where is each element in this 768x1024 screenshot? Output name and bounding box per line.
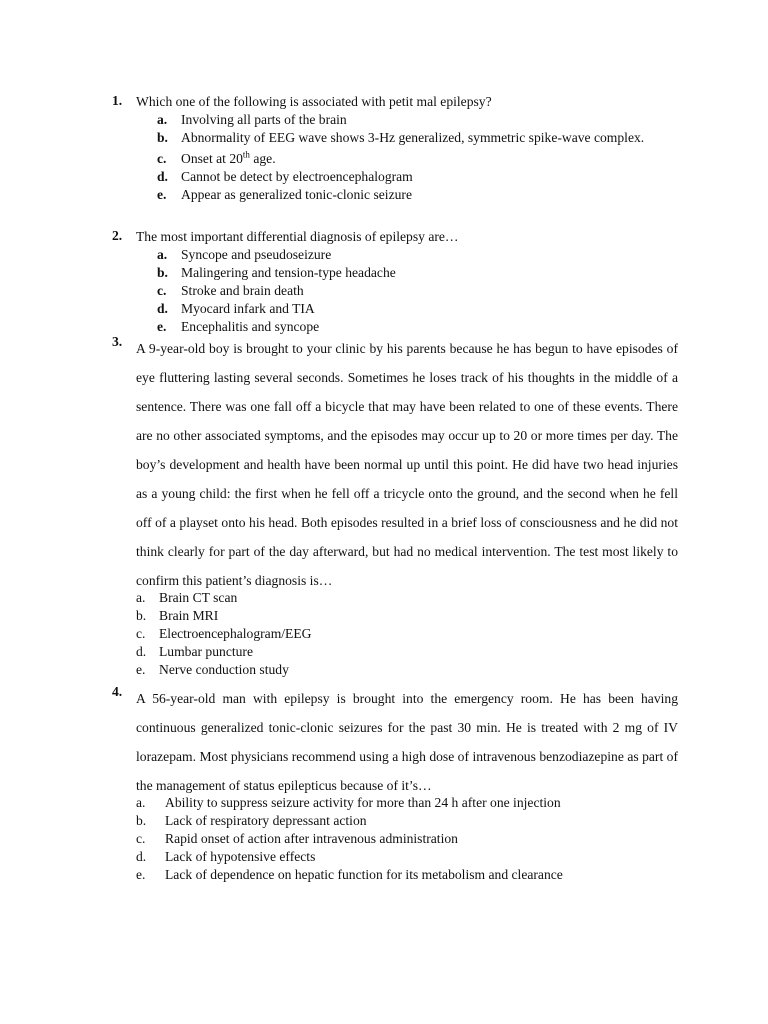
option-list [157,111,678,204]
option-text: Brain MRI [159,608,219,623]
question-number: 3. [112,334,123,349]
option-letter: a. [136,590,146,605]
option-c[interactable] [136,830,678,848]
option-d[interactable] [136,848,678,866]
option-letter: c. [157,283,167,298]
option-list [157,246,678,336]
option-text: Cannot be detect by electroencephalogram [181,169,413,184]
option-text: Abnormality of EEG wave shows 3-Hz generalized, symmetric spike-wave complex. [181,130,645,145]
option-letter: c. [136,626,146,641]
question-text: Which one of the following is associated with petit mal epilepsy? [136,94,492,109]
question-text: A 9-year-old boy is brought to your clinic by his parents because he has begun to have episodes of eye fluttering lasting several seconds. Sometimes he loses track of his thoughts in the middle of a sentence. There was one fall off a bicycle that may have been related to one of these events. There are no other associated symptoms, and the episodes may occur up to 20 or more times per day. The boy’s development and health have been normal up until this point. He did have two head injuries as a young child: the first when he fell off a tricycle onto the ground, and the second when he fell off of a playset onto his head. Both episodes resulted in a brief loss of consciousness and he did not think clearly for part of the day afterward, but had no medical intervention. The test most likely to confirm this patient’s diagnosis is… [136,341,678,588]
option-text: Brain CT scan [159,590,238,605]
question-number: 1. [112,93,123,108]
option-letter: a. [157,112,168,127]
option-letter: e. [136,867,146,882]
option-letter: e. [157,187,167,202]
option-text: Lumbar puncture [159,644,253,659]
option-text: Lack of respiratory depressant action [165,813,367,828]
option-a[interactable] [136,794,678,812]
option-list [136,589,678,679]
option-text: Encephalitis and syncope [181,319,320,334]
question-text: A 56-year-old man with epilepsy is brought into the emergency room. He has been having continuous generalized tonic-clonic seizures for the past 30 min. He is treated with 2 mg of IV lorazepam. Most physicians recommend using a high dose of intravenous benzodiazepine as part of the management of status epilepticus because of it’s… [136,691,678,793]
option-letter: b. [157,130,168,145]
question-1 [112,93,678,204]
option-text [181,150,678,168]
option-e[interactable] [157,186,678,204]
option-c[interactable] [157,282,678,300]
option-d[interactable] [157,168,678,186]
option-text: Appear as generalized tonic-clonic seizure [181,187,412,202]
option-text-suffix: age. [249,151,276,166]
option-letter: d. [157,169,168,184]
option-text: Ability to suppress seizure activity for more than 24 h after one injection [165,795,561,810]
option-c[interactable] [157,150,678,168]
question-text: The most important differential diagnosis of epilepsy are… [136,229,459,244]
question-number: 4. [112,684,123,699]
option-e[interactable] [136,661,678,679]
option-text: Lack of dependence on hepatic function for its metabolism and clearance [165,867,563,882]
option-letter: e. [157,319,167,334]
option-text: Electroencephalogram/EEG [159,626,312,641]
option-text: Myocard infark and TIA [181,301,315,316]
question-number: 2. [112,228,123,243]
option-letter: d. [136,644,147,659]
option-text: Stroke and brain death [181,283,304,298]
option-letter: c. [157,151,167,166]
option-d[interactable] [157,300,678,318]
question-3 [112,334,678,679]
question-4 [112,684,678,884]
question-2 [112,228,678,336]
option-a[interactable] [136,589,678,607]
option-letter: a. [157,247,168,262]
option-text: Involving all parts of the brain [181,112,347,127]
option-text: Rapid onset of action after intravenous administration [165,831,458,846]
option-letter: a. [136,795,146,810]
option-text: Malingering and tension-type headache [181,265,396,280]
option-b[interactable] [157,129,678,150]
option-b[interactable] [157,264,678,282]
option-c[interactable] [136,625,678,643]
option-letter: d. [136,849,147,864]
option-a[interactable] [157,246,678,264]
option-b[interactable] [136,607,678,625]
option-e[interactable] [136,866,678,884]
option-text: Nerve conduction study [159,662,289,677]
option-text-main: Onset at 20 [181,151,243,166]
option-list [136,794,678,884]
option-text: Lack of hypotensive effects [165,849,316,864]
option-d[interactable] [136,643,678,661]
option-letter: d. [157,301,168,316]
option-text: Syncope and pseudoseizure [181,247,332,262]
option-letter: e. [136,662,146,677]
option-text-superscript: th [242,149,250,160]
option-b[interactable] [136,812,678,830]
option-letter: c. [136,831,146,846]
option-letter: b. [157,265,168,280]
option-letter: b. [136,813,147,828]
option-letter: b. [136,608,147,623]
